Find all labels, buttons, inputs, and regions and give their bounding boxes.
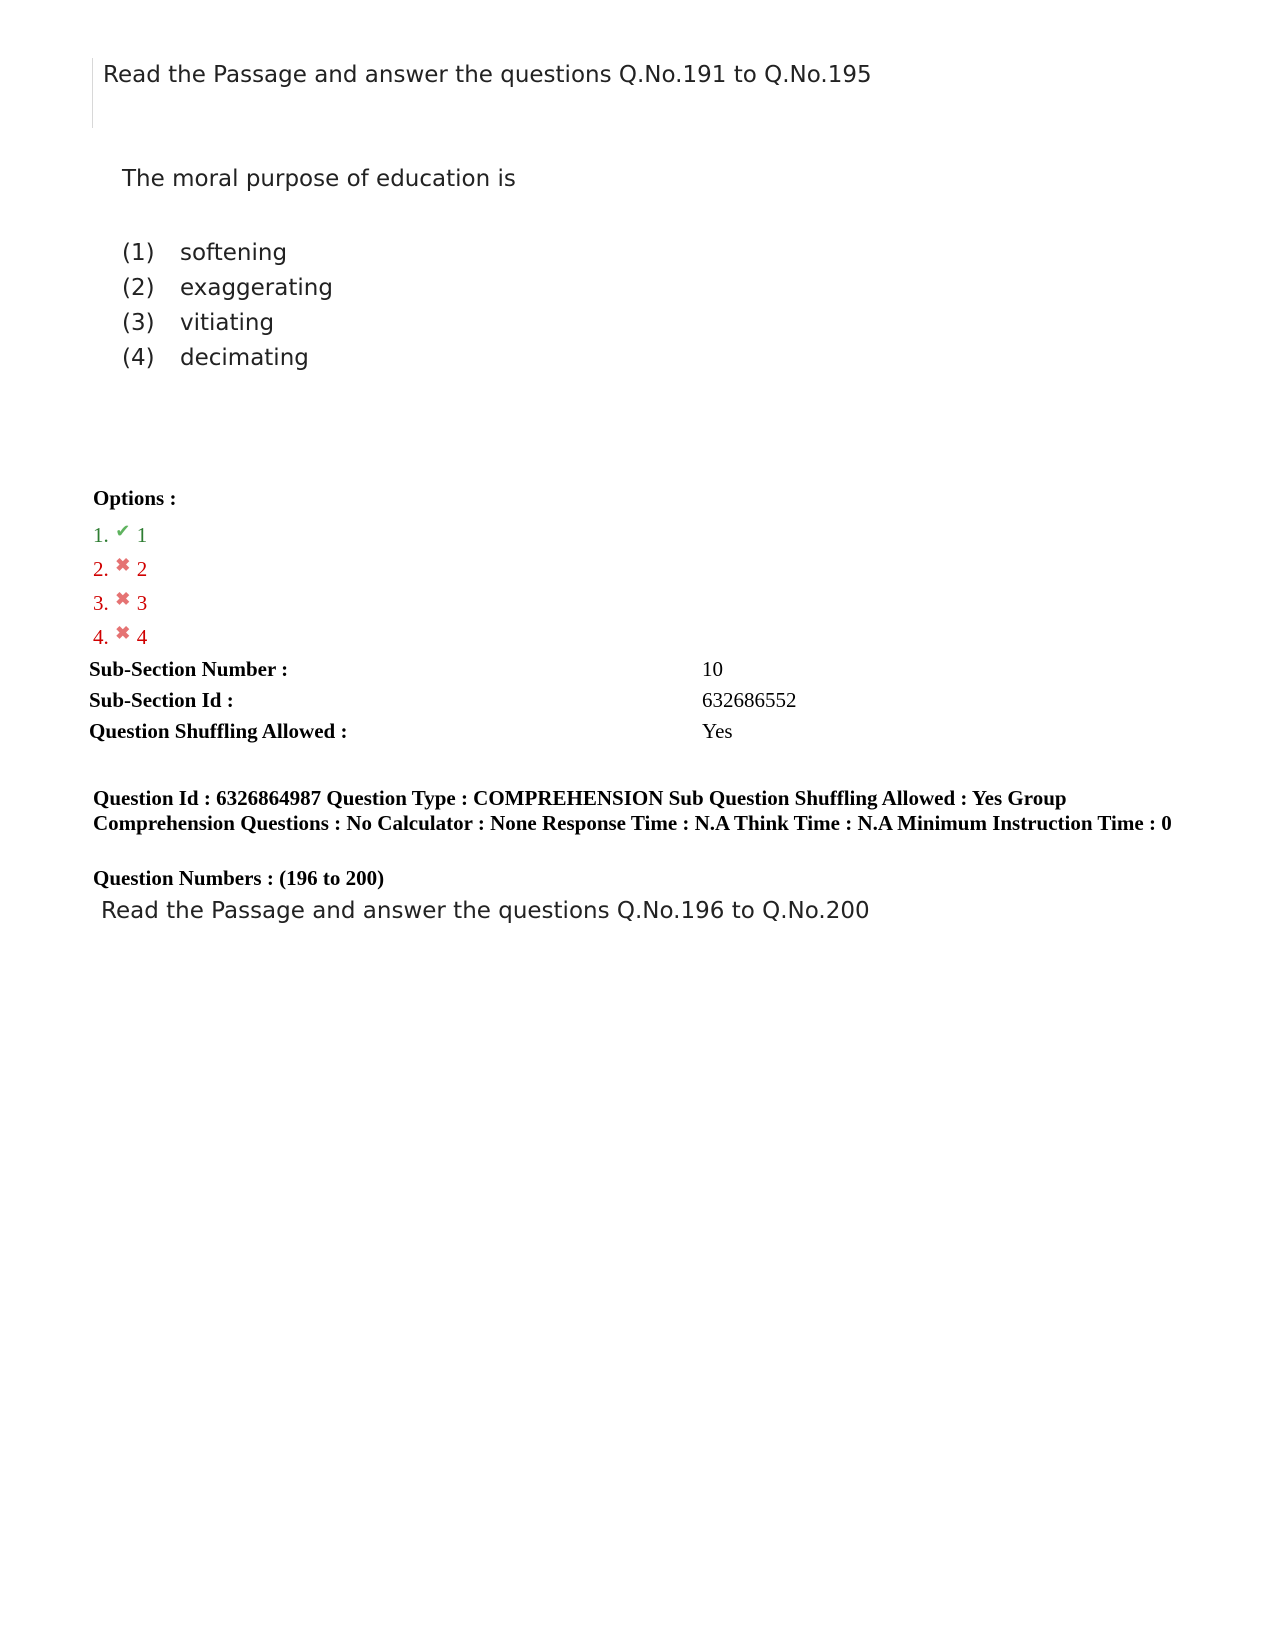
sub-section-id-value: 632686552 <box>702 688 797 712</box>
option-item-wrong <box>93 620 147 654</box>
passage-heading-2: Read the Passage and answer the questions Q.No.196 to Q.No.200 <box>101 898 870 924</box>
option-index: 4. <box>93 625 109 649</box>
choice-number: (1) <box>122 240 155 266</box>
option-value: 4 <box>136 625 148 649</box>
question-shuffling-label: Question Shuffling Allowed : <box>89 719 348 743</box>
question-shuffling-value: Yes <box>702 719 733 743</box>
choice-text: vitiating <box>180 310 275 336</box>
option-value: 2 <box>136 557 148 581</box>
passage-heading-box <box>92 58 913 128</box>
passage-heading-text: Read the Passage and answer the questions Q.No.191 to Q.No.195 <box>103 62 872 88</box>
options-list <box>93 518 147 654</box>
sub-section-number-value: 10 <box>702 657 723 681</box>
choice-number: (2) <box>122 275 155 301</box>
choice-item <box>122 306 333 341</box>
choice-text: decimating <box>180 345 309 371</box>
option-item-correct <box>93 518 147 552</box>
sub-section-id-label: Sub-Section Id : <box>89 688 234 712</box>
cross-icon: ✖ <box>115 623 131 643</box>
choice-number: (3) <box>122 310 155 336</box>
option-value: 1 <box>136 523 148 547</box>
option-value: 3 <box>136 591 148 615</box>
check-icon: ✔ <box>115 521 131 541</box>
question-numbers: Question Numbers : (196 to 200) <box>93 866 385 890</box>
question-shuffling-row <box>89 716 1189 746</box>
choice-text: exaggerating <box>180 275 333 301</box>
question-info: Question Id : 6326864987 Question Type : COMPREHENSION Sub Question Shuffling Allowed : Yes Group Comprehension Questions : No Calculator : None Response Time : N.A Think Time : N.A Minimum Instruction Time : 0 <box>93 786 1172 835</box>
options-label: Options : <box>93 486 177 510</box>
option-item-wrong <box>93 552 147 586</box>
question-stem: The moral purpose of education is <box>122 166 516 192</box>
option-index: 2. <box>93 557 109 581</box>
choice-number: (4) <box>122 345 155 371</box>
option-item-wrong <box>93 586 147 620</box>
choice-item <box>122 341 333 376</box>
option-index: 3. <box>93 591 109 615</box>
cross-icon: ✖ <box>115 555 131 575</box>
choice-item <box>122 236 333 271</box>
cross-icon: ✖ <box>115 589 131 609</box>
choice-item <box>122 271 333 306</box>
sub-section-number-row <box>89 654 1189 684</box>
choice-list <box>122 236 333 376</box>
option-index: 1. <box>93 523 109 547</box>
choice-text: softening <box>180 240 288 266</box>
sub-section-number-label: Sub-Section Number : <box>89 657 289 681</box>
sub-section-id-row <box>89 685 1189 715</box>
